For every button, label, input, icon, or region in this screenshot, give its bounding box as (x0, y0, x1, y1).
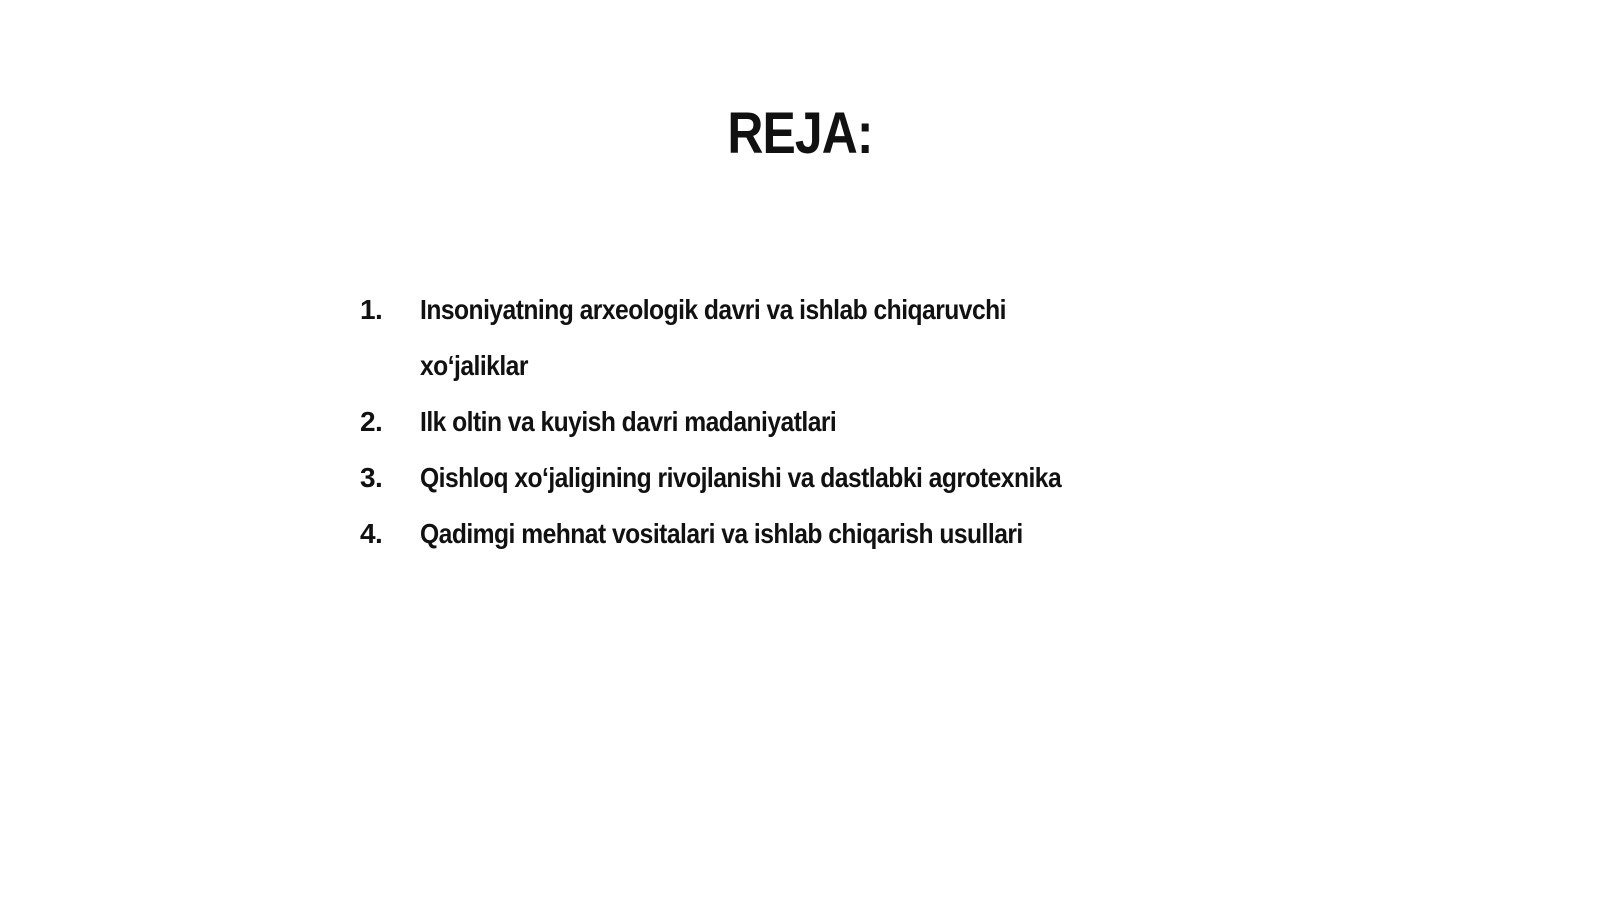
item-text: Qadimgi mehnat vositalari va ishlab chiqarish usullari (420, 518, 1023, 549)
list-item (360, 506, 1120, 562)
item-number: 4. (360, 518, 383, 549)
item-number: 3. (360, 462, 383, 493)
plan-list (360, 282, 1120, 562)
item-text: Insoniyatning arxeologik davri va ishlab chiqaruvchi xo‘jaliklar (420, 294, 1006, 381)
item-text: Ilk oltin va kuyish davri madaniyatlari (420, 406, 837, 437)
item-number: 1. (360, 294, 383, 325)
item-number: 2. (360, 406, 383, 437)
slide-title: REJA: (727, 101, 873, 166)
list-item (360, 450, 1120, 506)
item-text: Qishloq xo‘jaligining rivojlanishi va dastlabki agrotexnika (420, 462, 1062, 493)
list-item (360, 282, 1120, 394)
list-item (360, 394, 1120, 450)
